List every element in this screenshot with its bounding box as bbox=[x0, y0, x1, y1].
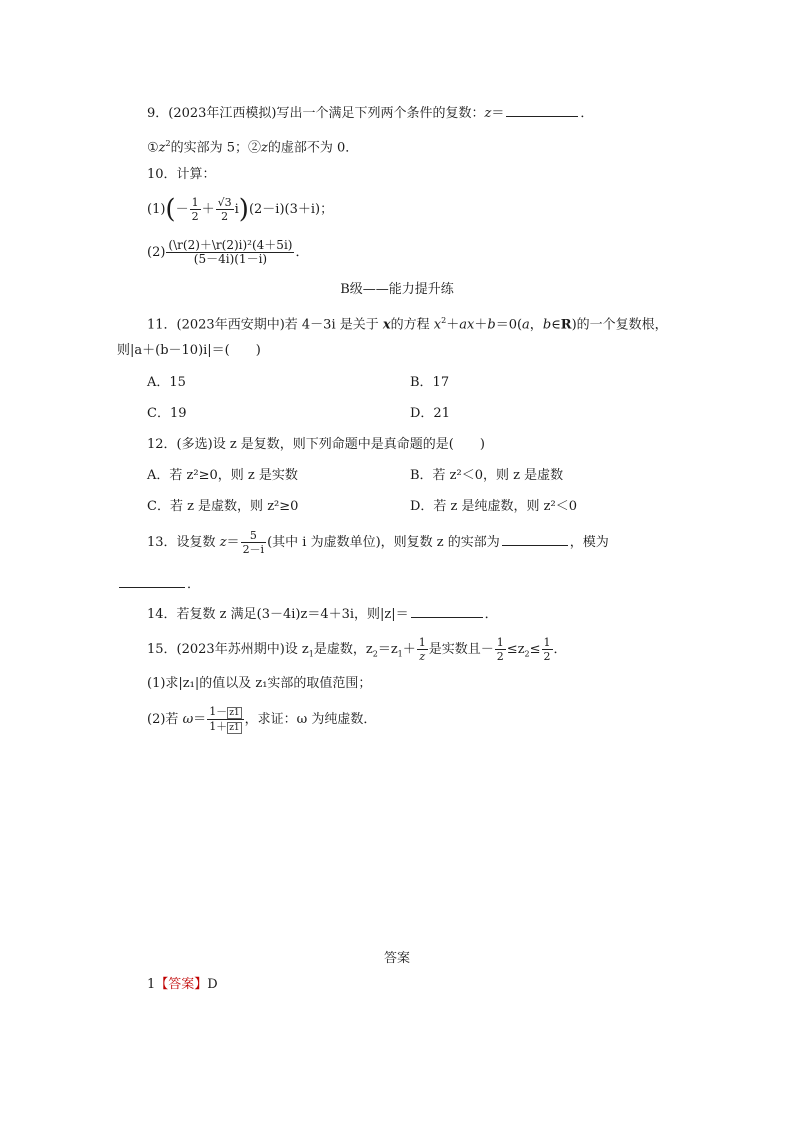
question-15: 15．(2023年苏州期中)设 $z_1$是虚数，$z_2=z_1+$ $\frac{1}{z}$ 是实数且－ $\frac{1}{2}$ $\le z_2\le$ $\frac{1}{2}$ ． bbox=[147, 636, 567, 663]
answer-blank bbox=[506, 104, 578, 117]
question-11-cont: 则|a＋(b－10)i|＝( ) bbox=[117, 343, 261, 358]
fraction: $\frac{1}{z}$ bbox=[418, 636, 426, 663]
option-b: B．17 bbox=[410, 375, 450, 390]
option-a: A．若 z²≥0，则 z 是实数 bbox=[147, 468, 298, 483]
option-d: D．若 z 是纯虚数，则 z²＜0 bbox=[410, 499, 578, 514]
answer-tag: 【答案】 bbox=[155, 977, 208, 992]
section-title: B级——能力提升练 bbox=[340, 282, 454, 297]
question-15-part-1: (1)求|z₁|的值以及 z₁实部的取值范围； bbox=[147, 676, 372, 691]
question-10-part-2: (2) $\frac{\text{(\textbackslash{}r(2)＋\textbackslash{}r(2)i)²(4＋5i)}}{(5-4i)(1-i)}$ ． bbox=[147, 238, 309, 266]
question-14: 14．若复数 z 满足(3－4i)z＝4＋3i，则|z|＝ ． bbox=[147, 607, 498, 622]
option-b: B．若 z²＜0，则 z 是虚数 bbox=[410, 468, 564, 483]
fraction: $\frac{1}{2}$ bbox=[191, 196, 199, 223]
answer-1: 1【答案】D bbox=[147, 977, 218, 992]
answer-blank bbox=[502, 533, 568, 546]
question-13-cont: ． bbox=[117, 575, 200, 594]
fraction: $\frac{√3}{2}$ bbox=[217, 196, 232, 223]
answer-blank bbox=[411, 605, 483, 618]
answer-title: 答案 bbox=[383, 951, 410, 966]
question-13: 13．设复数 z＝ $\frac{5}{2-i}$ (其中 i 为虚数单位)，则复数 z 的实部为 ，模为 bbox=[147, 529, 609, 556]
question-10-part-1: (1)(－ $\frac{1}{2}$ ＋ $\frac{√3}{2}$ i)(2－i)(3＋i)； bbox=[147, 194, 334, 225]
option-d: D．21 bbox=[410, 406, 450, 421]
question-11: 11．(2023年西安期中)若 4－3i 是关于 x的方程 $x^2+ax+b=0(a$，b∈R)的一个复数根， bbox=[147, 316, 668, 333]
option-c: C．若 z 是虚数，则 z²≥0 bbox=[147, 499, 299, 514]
answer-blank bbox=[119, 575, 185, 588]
option-a: A．15 bbox=[147, 375, 186, 390]
fraction: $\frac{1- z1}{1+ z1}$ bbox=[207, 705, 243, 734]
overline-z1-box: z1 bbox=[229, 723, 240, 733]
question-15-part-2: (2)若 ω＝ $\frac{1- z1}{1+ z1}$ ，求证：ω 为纯虚数． bbox=[147, 705, 377, 733]
question-9-conditions: $①z^2$的实部为 5；②z的虚部不为 0． bbox=[147, 139, 359, 156]
fraction: $\frac{5}{2-i}$ bbox=[242, 529, 265, 556]
overline-z1-box: z1 bbox=[229, 708, 240, 718]
question-10: 10．计算： bbox=[147, 167, 216, 182]
fraction: $\frac{1}{2}$ bbox=[543, 636, 551, 663]
fraction: $\frac{1}{2}$ bbox=[496, 636, 504, 663]
option-c: C．19 bbox=[147, 406, 187, 421]
question-9: 9．(2023年江西模拟)写出一个满足下列两个条件的复数：z＝ ． bbox=[147, 106, 594, 121]
question-12: 12．(多选)设 z 是复数，则下列命题中是真命题的是( ) bbox=[147, 437, 485, 452]
fraction: $\frac{\text{(\textbackslash{}r(2)＋\textbackslash{}r(2)i)²(4＋5i)}}{(5-4i)(1-i)}$ bbox=[168, 238, 293, 266]
